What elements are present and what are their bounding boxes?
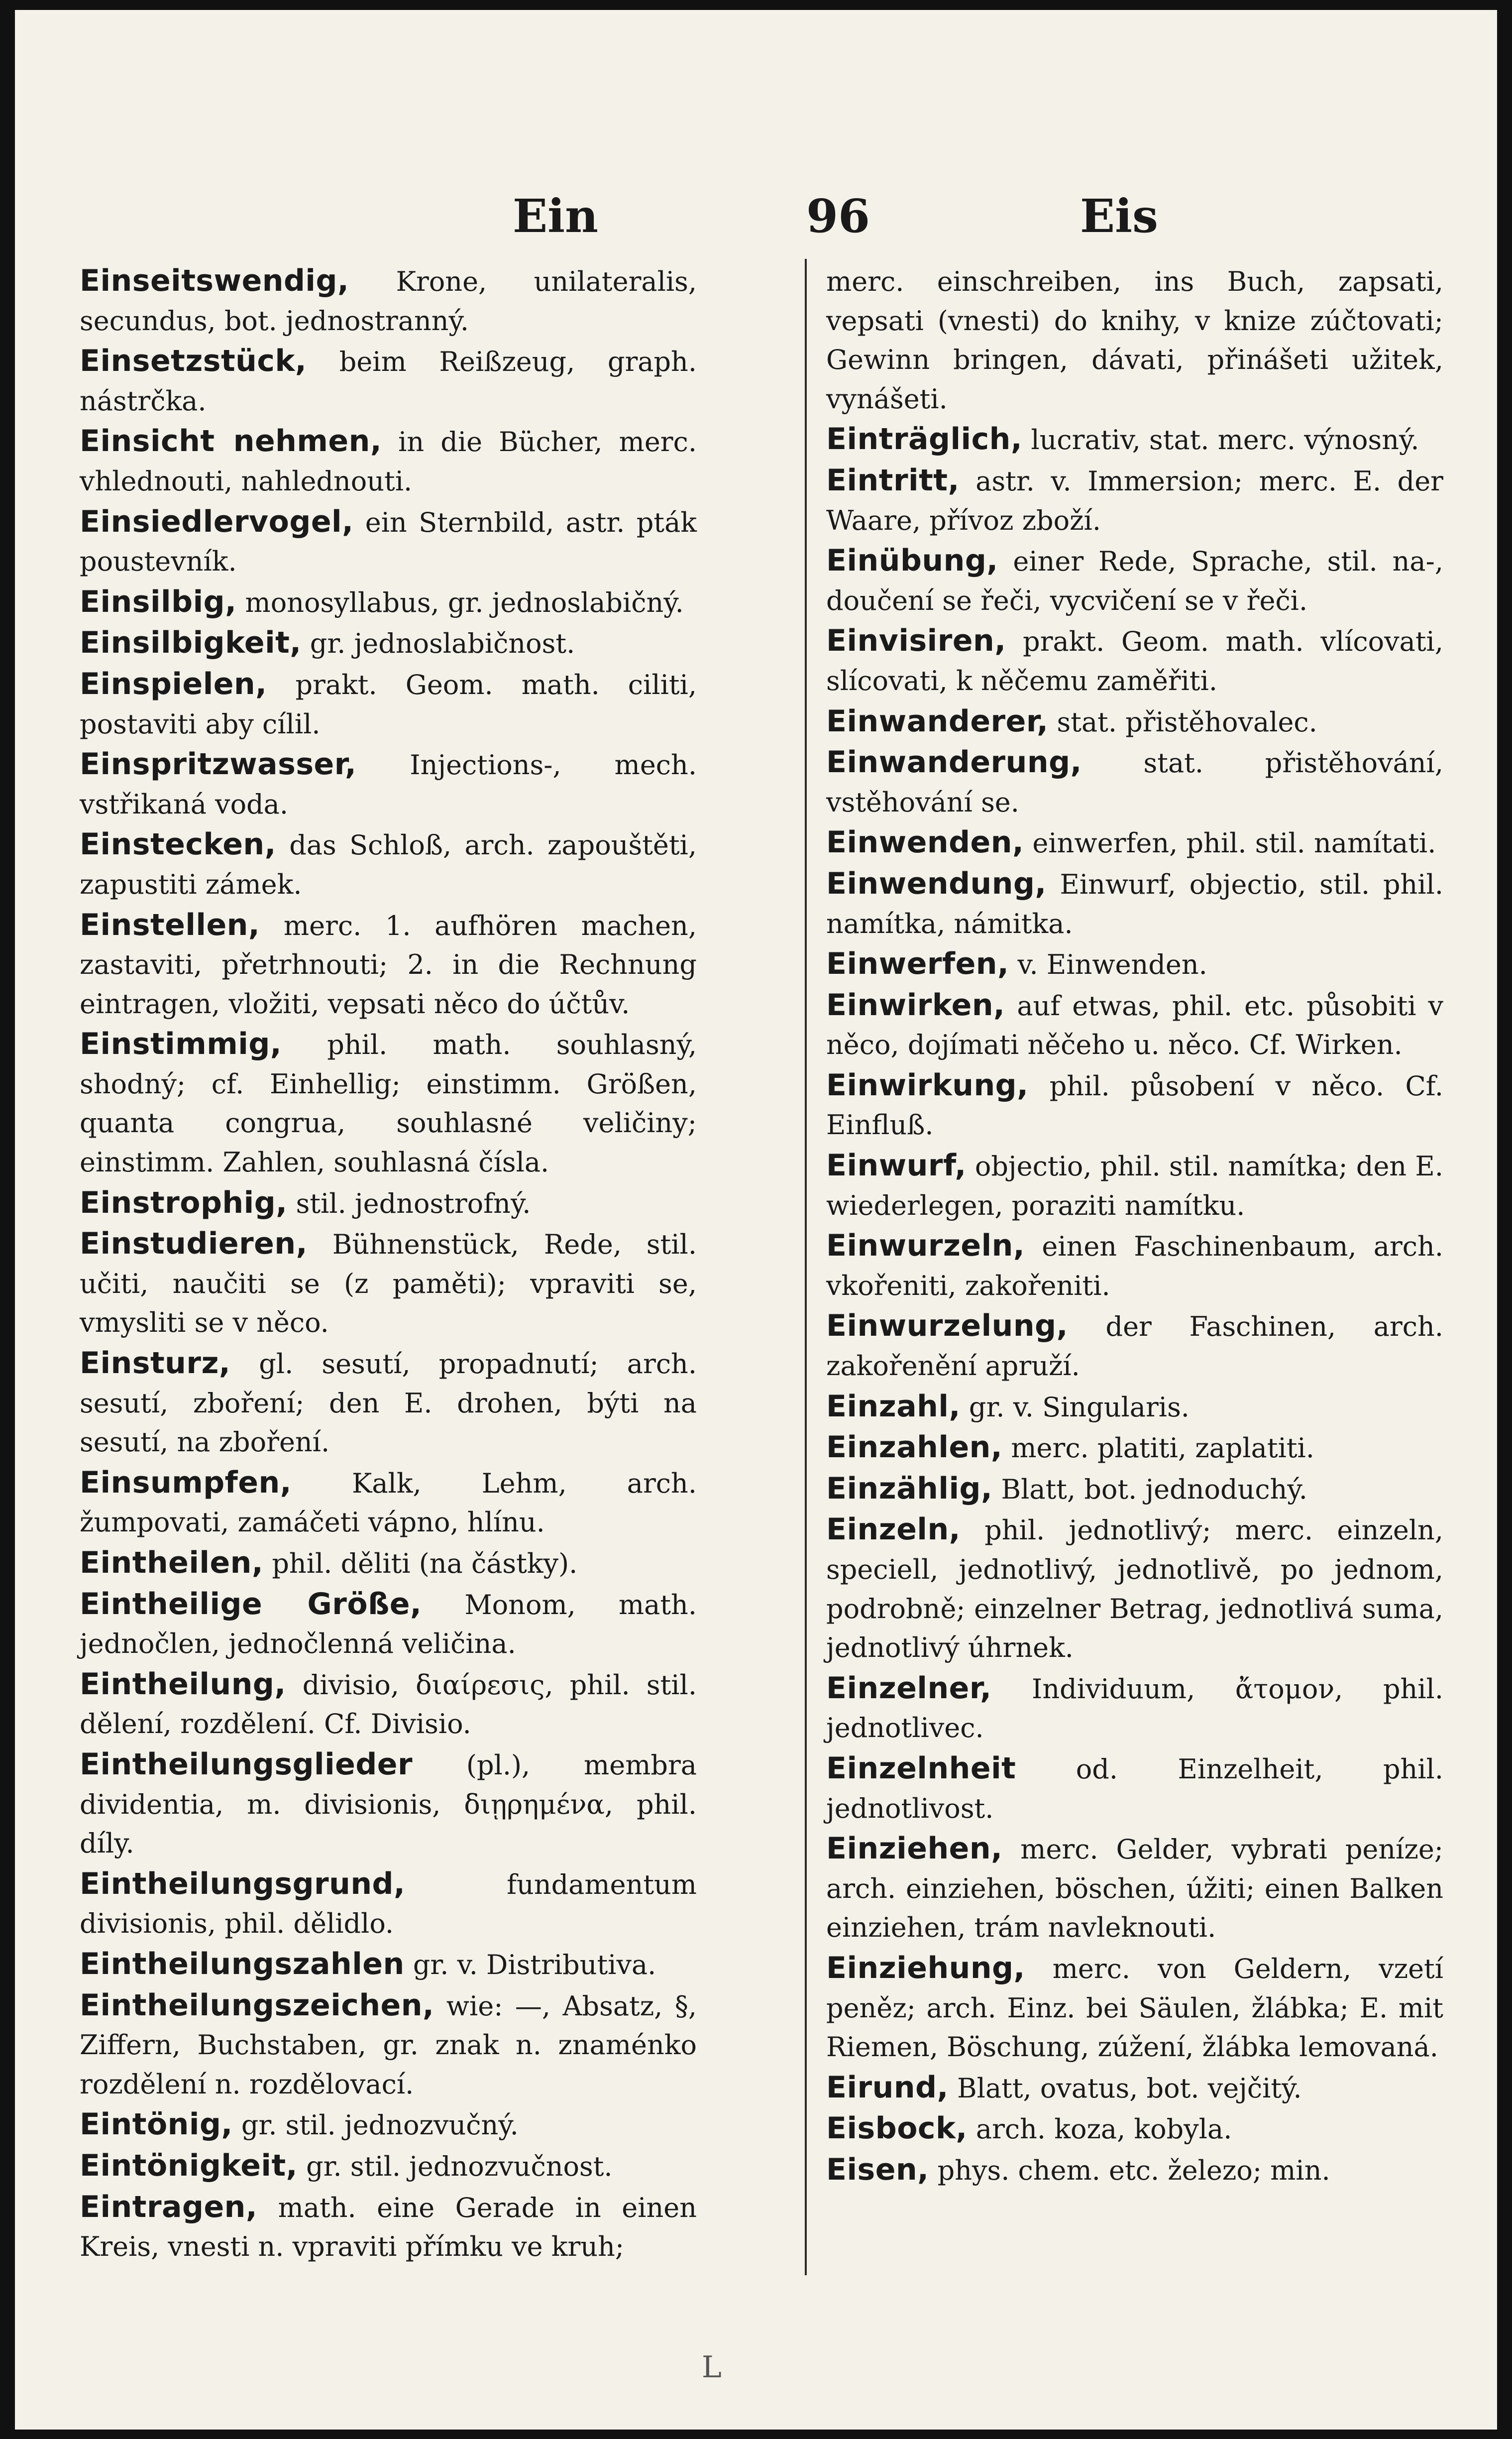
dictionary-entry xyxy=(826,2109,1443,2149)
dictionary-entry xyxy=(826,2150,1443,2191)
entry-headword: Einsilbig, xyxy=(80,584,237,619)
right-column xyxy=(826,261,1443,2192)
entry-definition: phil. math. souhlasný, shodný; cf. Einhellig; einstimm. Größen, quanta congrua, souhlasné veličiny; einstimm. Zahlen, souhlasná čísla. xyxy=(80,1029,697,1178)
entry-headword: Eintönig, xyxy=(80,2107,233,2142)
dictionary-entry xyxy=(80,665,697,744)
entry-headword: Einzählig, xyxy=(826,1471,993,1506)
dictionary-entry xyxy=(80,623,697,664)
dictionary-entry xyxy=(80,1665,697,1744)
dictionary-page xyxy=(15,10,1497,2430)
dictionary-entry xyxy=(826,621,1443,700)
dictionary-entry xyxy=(80,1585,697,1664)
entry-headword: Einziehung, xyxy=(826,1950,1025,1985)
entry-headword: Einzeln, xyxy=(826,1512,961,1547)
dictionary-entry xyxy=(826,702,1443,742)
entry-definition: (pl.), membra dividentia, m. divisionis, διῃρημένα, phil. díly. xyxy=(80,1749,697,1859)
entry-headword: Eintheilen, xyxy=(80,1545,264,1580)
entry-headword: Einwirken, xyxy=(826,987,1005,1023)
entry-definition: astr. v. Immersion; merc. E. der Waare, přívoz zboží. xyxy=(826,465,1443,536)
entry-headword: Einsetzstück, xyxy=(80,344,307,379)
entry-definition: ein Sternbild, astr. pták poustevník. xyxy=(80,506,697,578)
entry-definition: math. eine Gerade in einen Kreis, vnesti n. vpraviti přímku ve kruh; xyxy=(80,2192,697,2263)
dictionary-entry xyxy=(80,1945,697,1985)
dictionary-entry xyxy=(826,1387,1443,1427)
entry-definition: merc. von Geldern, vzetí peněz; arch. Einz. bei Säulen, žlábka; E. mit Riemen, Böschung, zúžení, žlábka lemovaná. xyxy=(826,1953,1443,2063)
dictionary-entry xyxy=(80,1183,697,1224)
dictionary-entry xyxy=(80,1543,697,1584)
entry-headword: Einseitswendig, xyxy=(80,263,349,298)
entry-definition: Bühnenstück, Rede, stil. učiti, naučiti se (z paměti); vpraviti se, vmysliti se v něco. xyxy=(80,1229,697,1339)
page-number: 96 xyxy=(806,189,870,243)
entry-headword: Eintheilungszeichen, xyxy=(80,1987,434,2023)
entry-headword: Einwurzeln, xyxy=(826,1228,1025,1264)
entry-definition: stat. přistěhovalec. xyxy=(1048,706,1317,738)
entry-headword: Eintheilungsglieder xyxy=(80,1746,413,1782)
entry-headword: Eintheilige Größe, xyxy=(80,1586,422,1622)
entry-headword: Einwerfen, xyxy=(826,946,1009,982)
dictionary-entry xyxy=(80,825,697,904)
dictionary-entry xyxy=(826,461,1443,540)
dictionary-entry xyxy=(80,745,697,824)
entry-definition: gr. v. Distributiva. xyxy=(404,1949,656,1980)
entry-definition: Monom, math. jednočlen, jednočlenná veličina. xyxy=(80,1589,697,1660)
entry-headword: Einspielen, xyxy=(80,666,267,701)
entry-definition: einwerfen, phil. stil. namítati. xyxy=(1024,827,1436,859)
dictionary-entry xyxy=(80,2188,697,2267)
dictionary-entry xyxy=(80,2105,697,2145)
entry-headword: Einvisiren, xyxy=(826,623,1006,659)
entry-definition: prakt. Geom. math. vlícovati, slícovati, k něčemu zaměřiti. xyxy=(826,626,1443,697)
entry-headword: Einstecken, xyxy=(80,827,276,862)
entry-definition: v. Einwenden. xyxy=(1009,949,1207,981)
entry-definition: monosyllabus, gr. jednoslabičný. xyxy=(236,586,684,618)
entry-headword: Einzahl, xyxy=(826,1389,961,1424)
entry-definition: merc. 1. aufhören machen, zastaviti, přetrhnouti; 2. in die Rechnung eintragen, vložiti, vepsati něco do účtův. xyxy=(80,910,697,1020)
entry-headword: Einzelner, xyxy=(826,1670,992,1706)
entry-definition: wie: —, Absatz, §, Ziffern, Buchstaben, gr. znak n. znaménko rozdělení n. rozdělovací. xyxy=(80,1990,697,2100)
dictionary-entry xyxy=(826,1510,1443,1667)
entry-headword: Einwurzelung, xyxy=(826,1308,1068,1344)
column-divider xyxy=(805,259,807,2275)
entry-definition: merc. Gelder, vybrati peníze; arch. einziehen, böschen, úžiti; einen Balken einziehen, trám navleknouti. xyxy=(826,1834,1443,1944)
entry-definition: Blatt, ovatus, bot. vejčitý. xyxy=(948,2072,1302,2104)
entry-definition: fundamentum divisionis, phil. dělidlo. xyxy=(80,1868,697,1940)
entry-definition: merc. platiti, zaplatiti. xyxy=(1002,1432,1314,1464)
entry-headword: Eintritt, xyxy=(826,463,960,498)
entry-definition: phil. působení v něco. Cf. Einfluß. xyxy=(826,1070,1443,1141)
entry-headword: Eintheilungsgrund, xyxy=(80,1866,406,1901)
dictionary-entry xyxy=(826,743,1443,822)
entry-headword: Eintönigkeit, xyxy=(80,2148,298,2183)
dictionary-entry xyxy=(80,582,697,623)
entry-definition: od. Einzelheit, phil. jednotlivost. xyxy=(826,1753,1443,1824)
dictionary-entry xyxy=(826,944,1443,985)
entry-definition: stil. jednostrofný. xyxy=(287,1187,531,1219)
entry-definition: phys. chem. etc. železo; min. xyxy=(929,2154,1330,2186)
footer-mark: L xyxy=(702,2350,722,2385)
dictionary-entry xyxy=(826,1306,1443,1386)
entry-headword: Einwendung, xyxy=(826,866,1047,901)
entry-headword: Einsicht nehmen, xyxy=(80,424,382,459)
dictionary-entry xyxy=(826,1469,1443,1510)
dictionary-entry xyxy=(80,1986,697,2104)
entry-headword: Eintheilungszahlen xyxy=(80,1946,405,1981)
dictionary-entry xyxy=(826,1669,1443,1748)
entry-headword: Einwurf, xyxy=(826,1148,967,1183)
dictionary-entry xyxy=(80,2146,697,2187)
entry-headword: Einsumpfen, xyxy=(80,1465,292,1500)
entry-headword: Einwanderung, xyxy=(826,745,1082,780)
entry-definition: prakt. Geom. math. ciliti, postaviti aby cílil. xyxy=(80,669,697,740)
entry-headword: Einstudieren, xyxy=(80,1226,308,1262)
dictionary-entry xyxy=(826,1949,1443,2067)
entry-definition: gr. stil. jednozvučnost. xyxy=(297,2150,613,2182)
entry-headword: Einzahlen, xyxy=(826,1430,1003,1465)
dictionary-entry xyxy=(80,1864,697,1944)
entry-definition: Einwurf, objectio, stil. phil. namítka, námitka. xyxy=(826,868,1443,939)
entry-headword: Einwirkung, xyxy=(826,1067,1029,1103)
dictionary-entry xyxy=(826,1066,1443,1145)
entry-definition: divisio, διαίρεσις, phil. stil. dělení, rozdělení. Cf. Divisio. xyxy=(80,1669,697,1740)
left-column xyxy=(80,261,697,2268)
running-head-left: Ein xyxy=(513,189,598,243)
dictionary-entry xyxy=(80,342,697,421)
entry-definition: Injections-, mech. vstřikaná voda. xyxy=(80,749,697,820)
dictionary-entry xyxy=(826,864,1443,943)
entry-definition: Blatt, bot. jednoduchý. xyxy=(992,1473,1307,1505)
dictionary-entry xyxy=(80,1224,697,1343)
dictionary-entry xyxy=(80,906,697,1024)
dictionary-entry xyxy=(80,1344,697,1462)
dictionary-entry xyxy=(826,1226,1443,1305)
dictionary-entry xyxy=(826,420,1443,460)
entry-definition: Krone, unilateralis, secundus, bot. jednostranný. xyxy=(80,266,697,337)
entry-definition: gr. stil. jednozvučný. xyxy=(232,2109,519,2141)
entry-headword: Eintragen, xyxy=(80,2189,258,2224)
entry-definition: das Schloß, arch. zapouštěti, zapustiti zámek. xyxy=(80,829,697,900)
entry-headword: Einstrophig, xyxy=(80,1185,288,1220)
running-head-right: Eis xyxy=(1080,189,1158,243)
entry-definition: phil. jednotlivý; merc. einzeln, speciell, jednotlivý, jednotlivě, po jednom, podrobně; einzelner Betrag, jednotlivá suma, jednotlivý úhrnek. xyxy=(826,1514,1443,1664)
entry-headword: Einstimmig, xyxy=(80,1027,282,1062)
entry-definition: einen Faschinenbaum, arch. vkořeniti, zakořeniti. xyxy=(826,1231,1443,1301)
entry-definition: merc. einschreiben, ins Buch, zapsati, vepsati (vnesti) do knihy, v knize zúčtovati; Gewinn bringen, dávati, přinášeti užitek, vynášeti. xyxy=(826,266,1443,415)
dictionary-entry xyxy=(826,1428,1443,1468)
dictionary-entry xyxy=(80,1745,697,1863)
entry-definition: arch. koza, kobyla. xyxy=(967,2113,1232,2145)
entry-definition: in die Bücher, merc. vhlednouti, nahlednouti. xyxy=(80,426,697,497)
dictionary-entry xyxy=(826,261,1443,419)
entry-headword: Einsilbigkeit, xyxy=(80,625,302,661)
entry-definition: Individuum, ἄτομον, phil. jednotlivec. xyxy=(826,1673,1443,1744)
entry-definition: gr. v. Singularis. xyxy=(960,1391,1189,1423)
dictionary-entry xyxy=(826,1146,1443,1225)
entry-definition: gl. sesutí, propadnutí; arch. sesutí, zboření; den E. drohen, býti na sesutí, na zboření. xyxy=(80,1348,697,1458)
entry-definition: phil. děliti (na částky). xyxy=(263,1548,578,1579)
page-header xyxy=(15,189,1497,249)
entry-definition: der Faschinen, arch. zakořenění apruží. xyxy=(826,1311,1443,1382)
entry-definition: Kalk, Lehm, arch. žumpovati, zamáčeti vápno, hlínu. xyxy=(80,1467,697,1538)
dictionary-entry xyxy=(80,1463,697,1542)
dictionary-entry xyxy=(80,502,697,581)
entry-headword: Einstellen, xyxy=(80,907,260,942)
entry-headword: Einziehen, xyxy=(826,1831,1003,1866)
entry-headword: Einträglich, xyxy=(826,422,1023,457)
dictionary-entry xyxy=(826,986,1443,1065)
entry-headword: Einsturz, xyxy=(80,1346,231,1381)
entry-headword: Einspritzwasser, xyxy=(80,747,357,782)
entry-headword: Eirund, xyxy=(826,2070,949,2105)
entry-definition: lucrativ, stat. merc. výnosný. xyxy=(1022,424,1419,456)
entry-definition: auf etwas, phil. etc. působiti v něco, dojímati něčeho u. něco. Cf. Wirken. xyxy=(826,990,1443,1061)
dictionary-entry xyxy=(826,1829,1443,1948)
dictionary-entry xyxy=(826,541,1443,620)
entry-definition: einer Rede, Sprache, stil. na-, doučení se řeči, vycvičení se v řeči. xyxy=(826,546,1443,616)
entry-definition: gr. jednoslabičnost. xyxy=(301,628,575,660)
dictionary-entry xyxy=(80,1025,697,1182)
dictionary-entry xyxy=(80,422,697,501)
entry-definition: beim Reißzeug, graph. nástrčka. xyxy=(80,346,697,417)
entry-headword: Eisbock, xyxy=(826,2111,968,2146)
entry-headword: Eisen, xyxy=(826,2152,929,2187)
entry-definition: stat. přistěhování, vstěhování se. xyxy=(826,747,1443,818)
entry-headword: Einsiedlervogel, xyxy=(80,504,354,539)
dictionary-entry xyxy=(826,823,1443,863)
entry-headword: Eintheilung, xyxy=(80,1666,286,1702)
dictionary-entry xyxy=(826,2068,1443,2108)
entry-headword: Einzelnheit xyxy=(826,1750,1016,1786)
dictionary-entry xyxy=(826,1749,1443,1828)
entry-headword: Einwanderer, xyxy=(826,703,1049,739)
entry-headword: Einwenden, xyxy=(826,825,1024,860)
dictionary-entry xyxy=(80,261,697,341)
entry-headword: Einübung, xyxy=(826,543,998,579)
entry-definition: objectio, phil. stil. namítka; den E. wiederlegen, poraziti namítku. xyxy=(826,1151,1443,1221)
